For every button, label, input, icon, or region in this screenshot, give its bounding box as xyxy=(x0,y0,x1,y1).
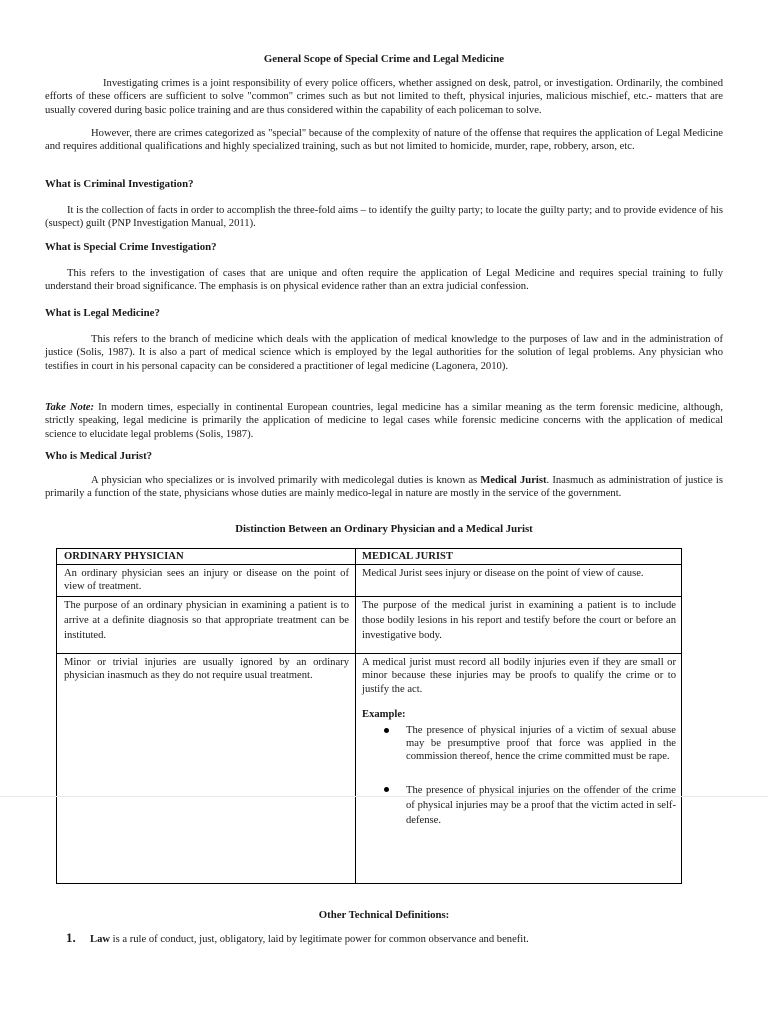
table-cell-row2-jurist: The purpose of the medical jurist in examining a patient is to include those bodily lesions in his report and testify before the court or before an investigative body. xyxy=(362,600,676,642)
bullet-icon xyxy=(384,787,389,792)
definition-term: Law xyxy=(90,934,111,945)
medical-jurist-term: Medical Jurist xyxy=(480,475,547,486)
example-label: Example: xyxy=(362,709,406,721)
table-column-divider xyxy=(355,549,356,883)
intro-paragraph-1: Investigating crimes is a joint responsibility of every police officers, whether assigned on desk, patrol, or investigation. Ordinarily, the combined efforts of these officers are sufficient to solve "common" crimes such as but not limited to theft, physical injuries, malicious mischief, etc.- matters that are usually covered during basic police training and are thus considered within the capability of each policeman to solve. xyxy=(45,78,723,116)
heading-legal-medicine: What is Legal Medicine? xyxy=(45,307,160,319)
table-header-ordinary-physician: ORDINARY PHYSICIAN xyxy=(64,551,184,562)
table-row-divider xyxy=(57,564,681,565)
table-cell-row1-ordinary: An ordinary physician sees an injury or disease on the point of view of treatment. xyxy=(64,568,349,593)
heading-criminal-investigation: What is Criminal Investigation? xyxy=(45,178,194,190)
intro-paragraph-2: However, there are crimes categorized as "special" because of the complexity of nature of the offense that requires the application of Legal Medicine and requires additional qualifications and highly specialized training, such as but not limited to homicide, murder, rape, robbery, arson, etc. xyxy=(45,128,723,153)
table-cell-row3-jurist xyxy=(362,656,676,828)
table-row-divider xyxy=(57,653,681,654)
example-bullet-text: The presence of physical injuries of a victim of sexual abuse may be presumptive proof that force was applied in the commission thereof, hence the crime committed must be rape. xyxy=(406,724,676,763)
bullet-icon xyxy=(384,728,389,733)
definition-item xyxy=(90,933,710,946)
take-note-label: Take Note: xyxy=(45,402,95,413)
document-title: General Scope of Special Crime and Legal Medicine xyxy=(263,53,505,65)
scan-artifact-line xyxy=(0,796,768,797)
example-bullet-text: The presence of physical injuries on the offender of the crime of physical injuries may be a proof that the victim acted in self- defense. xyxy=(406,784,676,827)
take-note-paragraph xyxy=(45,401,723,441)
heading-special-crime: What is Special Crime Investigation? xyxy=(45,241,217,253)
heading-medical-jurist: Who is Medical Jurist? xyxy=(45,450,153,462)
definition-text: is a rule of conduct, just, obligatory, laid by legitimate power for common observance and benefit. xyxy=(110,934,529,945)
table-cell-row1-jurist: Medical Jurist sees injury or disease on the point of view of cause. xyxy=(362,568,644,579)
table-header-medical-jurist: MEDICAL JURIST xyxy=(362,551,453,562)
criminal-investigation-body: It is the collection of facts in order to accomplish the three-fold aims – to identify the guilty party; to locate the guilty party; and to provide evidence of his (suspect) guilt (PNP Investigation Manual, 2011). xyxy=(45,205,723,230)
table-cell-row2-ordinary: The purpose of an ordinary physician in examining a patient is to arrive at a definite diagnosis so that appropriate treatment can be instituted. xyxy=(64,600,349,642)
table-caption: Distinction Between an Ordinary Physician and a Medical Jurist xyxy=(235,523,533,535)
table-cell-row3-ordinary: Minor or trivial injuries are usually ignored by an ordinary physician inasmuch as they do not require usual treatment. xyxy=(64,657,349,682)
special-crime-body: This refers to the investigation of cases that are unique and often require the application of Legal Medicine and requires special training to fully understand their broad significance. The emphasis is on physical evidence rather than an extra judicial confession. xyxy=(45,268,723,293)
other-definitions-heading: Other Technical Definitions: xyxy=(318,909,450,921)
example-bullet-item xyxy=(362,724,676,764)
example-bullet-item xyxy=(362,783,676,829)
legal-medicine-body: This refers to the branch of medicine which deals with the application of medical knowledge to the purposes of law and in the administration of justice (Solis, 1987). It is also a part of medical science which is employed by the legal authorities for the solution of legal problems. Any physician who testifies in court in his personal capacity can be considered a practitioner of legal medicine (Lagonera, 2010). xyxy=(45,334,723,372)
take-note-body: In modern times, especially in continental European countries, legal medicine has a similar meaning as the term forensic medicine, although, strictly speaking, legal medicine is primarily the application of medicine to legal cases while forensic medicine concerns with the application of medical science to elucidate legal problems (Solis, 1987). xyxy=(45,402,723,440)
row3-jurist-text: A medical jurist must record all bodily injuries even if they are small or minor because these injuries may be proofs to qualify the crime or to justify the act. xyxy=(362,657,676,695)
definition-number: 1. xyxy=(66,930,76,945)
medical-jurist-body-start: A physician who specializes or is involved primarily with medicolegal duties is known as xyxy=(91,475,481,486)
medical-jurist-body xyxy=(45,474,723,501)
medical-jurist-body-end: . Inasmuch as administration of justice is primarily a function of the state, physicians whose duties are mainly medico-legal in nature are mostly in the service of the government. xyxy=(45,475,723,500)
table-row-divider xyxy=(57,596,681,597)
comparison-table xyxy=(56,548,682,884)
